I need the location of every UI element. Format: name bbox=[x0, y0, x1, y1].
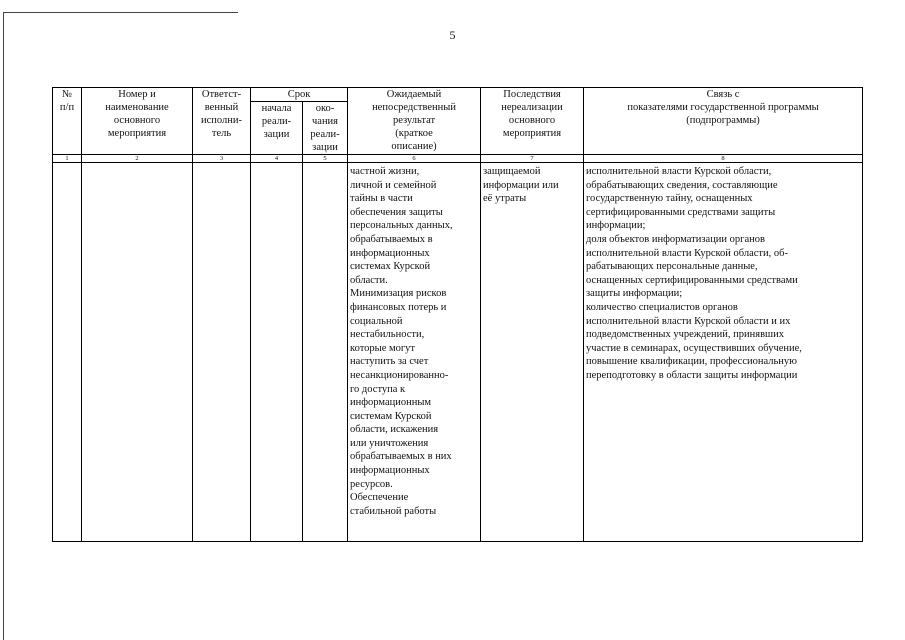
header-consequences: Последствия нереализации основного мероприятия bbox=[481, 88, 584, 155]
header-end: око- чания реали- зации bbox=[303, 102, 348, 155]
cell-indicators-link: исполнительной власти Курской области, обрабатывающих сведения, составляющие государственную тайну, оснащенных сертифицированными средствами защиты информации; доля объектов информатизации органов исполнительной власти Курской области, об- рабатывающих персональные данные, оснащенных сертифицированными средствами защиты информации; количество специалистов органов исполнительной власти Курской области и их подведомственных учреждений, принявших участие в семинарах, осуществивших обучение, повышение квалификации, профессиональную переподготовку в области защиты информации bbox=[584, 163, 863, 542]
table-row bbox=[53, 163, 863, 542]
scan-edge-top bbox=[3, 12, 238, 13]
header-number: № п/п bbox=[53, 88, 82, 155]
column-number: 1 bbox=[53, 155, 82, 163]
column-number: 3 bbox=[193, 155, 251, 163]
header-term: Срок bbox=[251, 88, 348, 102]
header-indicators-link: Связь с показателями государственной программы (подпрограммы) bbox=[584, 88, 863, 155]
header-responsible: Ответст- венный исполни- тель bbox=[193, 88, 251, 155]
column-number: 6 bbox=[348, 155, 481, 163]
cell-expected-result: частной жизни, личной и семейной тайны в части обеспечения защиты персональных данных, обрабатываемых в информационных системах Курской области. Минимизация рисков финансовых потерь и социальной нестабильности, которые могут наступить за счет несанкционированно- го доступа к информационным системам Курской области, искажения или уничтожения обрабатываемых в них информационных ресурсов. Обеспечение стабильной работы bbox=[348, 163, 481, 542]
cell-end bbox=[303, 163, 348, 542]
column-number: 2 bbox=[82, 155, 193, 163]
header-expected-result: Ожидаемый непосредственный результат (краткое описание) bbox=[348, 88, 481, 155]
cell-activity-name bbox=[82, 163, 193, 542]
header-start: начала реали- зации bbox=[251, 102, 303, 155]
header-activity-name: Номер и наименование основного мероприятия bbox=[82, 88, 193, 155]
scan-edge-left bbox=[3, 12, 4, 640]
column-number: 7 bbox=[481, 155, 584, 163]
cell-start bbox=[251, 163, 303, 542]
cell-number bbox=[53, 163, 82, 542]
column-number-row bbox=[53, 155, 863, 163]
column-number: 8 bbox=[584, 155, 863, 163]
cell-consequences: защищаемой информации или её утраты bbox=[481, 163, 584, 542]
column-number: 5 bbox=[303, 155, 348, 163]
activities-table bbox=[52, 87, 863, 542]
column-number: 4 bbox=[251, 155, 303, 163]
header-row-1 bbox=[53, 88, 863, 102]
cell-responsible bbox=[193, 163, 251, 542]
page-number: 5 bbox=[449, 28, 456, 42]
